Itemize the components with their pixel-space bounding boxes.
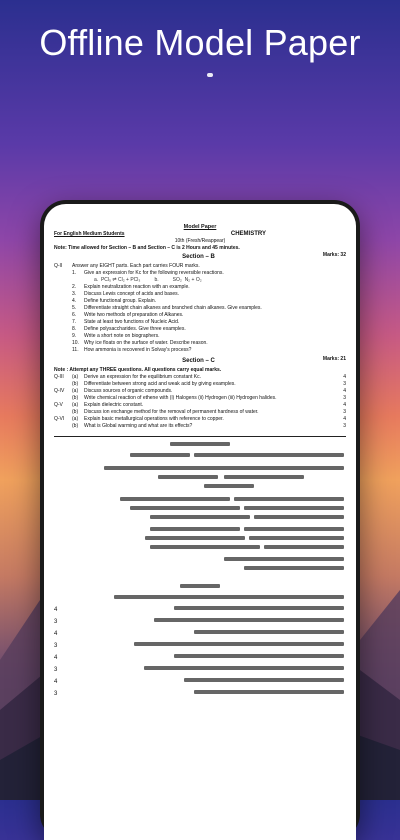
urdu-text-line xyxy=(184,678,344,682)
question-marks: 3 xyxy=(343,381,346,387)
question-number xyxy=(54,423,72,430)
page-indicator-dot[interactable] xyxy=(207,73,213,77)
question-marks: 3 xyxy=(343,423,346,429)
question-number: Q-IV xyxy=(54,388,65,394)
item-number: 1. xyxy=(72,270,77,276)
item-text: State at least two functions of Nucleic Acid. xyxy=(84,319,180,325)
question-number: Q-V xyxy=(54,402,63,408)
section-b-item xyxy=(54,347,346,354)
item-text: Differentiate straight chain alkanes and branched chain alkanes. Give examples. xyxy=(84,305,262,311)
item-number: 4. xyxy=(72,298,77,304)
urdu-question-row xyxy=(54,606,346,615)
paper-class: 10th (Fresh/Reappear) xyxy=(174,238,226,244)
reaction-formulas: a. PCl₅ ⇌ Cl₂ + PCl₃ b. SO₂ N₂ + O₂ xyxy=(94,277,202,283)
paper-title: Model Paper xyxy=(183,224,217,230)
section-c-note: Note : Attempt any THREE questions. All questions carry equal marks. xyxy=(54,367,222,373)
paper-audience: For English Medium Students xyxy=(54,231,125,237)
section-b-item xyxy=(54,340,346,347)
item-text: Write two methods of preparation of Alkanes. xyxy=(84,312,184,318)
section-b-item xyxy=(54,305,346,312)
question-text: Differentiate between strong acid and weak acid by giving examples. xyxy=(84,381,236,387)
urdu-question-marks: 3 xyxy=(54,643,58,649)
section-c-list xyxy=(54,374,346,430)
question-marks: 4 xyxy=(343,374,346,380)
urdu-question-row xyxy=(54,642,346,651)
question-text: Explain dielectric constant. xyxy=(84,402,144,408)
urdu-question-marks: 4 xyxy=(54,607,58,613)
item-number: 7. xyxy=(72,319,77,325)
section-c-item xyxy=(54,374,346,381)
section-c-item xyxy=(54,395,346,402)
urdu-question-marks: 4 xyxy=(54,631,58,637)
urdu-question-marks: 3 xyxy=(54,619,58,625)
section-b-marks: Marks: 32 xyxy=(322,252,346,258)
item-text: Write a short note on biographers. xyxy=(84,333,160,339)
urdu-text-line xyxy=(134,642,344,646)
part-label: (a) xyxy=(72,416,79,422)
section-b-item xyxy=(54,312,346,319)
item-number: 2. xyxy=(72,284,77,290)
part-label: (a) xyxy=(72,388,79,394)
part-label: (a) xyxy=(72,402,79,408)
section-b-item xyxy=(54,298,346,305)
question-text: Write chemical reaction of ethene with (i) Halogens (ii) Hydrogen (iii) Hydrogen halides. xyxy=(84,395,277,401)
question-text: Discuss sources of organic compounds. xyxy=(84,388,173,394)
part-label: (a) xyxy=(72,374,79,380)
part-label: (b) xyxy=(72,381,79,387)
question-marks: 4 xyxy=(343,416,346,422)
item-number: 11. xyxy=(72,347,79,353)
model-paper-document xyxy=(44,204,356,699)
headline-title: Offline Model Paper xyxy=(39,22,361,63)
section-c-item xyxy=(54,416,346,423)
urdu-text-line xyxy=(144,666,344,670)
item-number: 6. xyxy=(72,312,77,318)
section-b-item xyxy=(54,284,346,291)
phone-screen xyxy=(44,204,356,840)
paper-note: Note: Time allowed for Section – B and Section – C is 2 Hours and 45 minutes. xyxy=(54,245,240,251)
question-text: Discuss ion exchange method for the removal of permanent hardness of water. xyxy=(84,409,259,415)
urdu-text-line xyxy=(174,654,344,658)
urdu-question-row xyxy=(54,690,346,699)
urdu-text-line xyxy=(174,606,344,610)
section-b-item xyxy=(54,333,346,340)
urdu-question-row xyxy=(54,666,346,675)
item-number: 10. xyxy=(72,340,79,346)
question-number xyxy=(54,381,72,388)
question-marks: 4 xyxy=(343,388,346,394)
section-b-item xyxy=(54,270,346,277)
question-marks: 3 xyxy=(343,409,346,415)
urdu-section-c xyxy=(54,582,346,699)
section-b-intro: Answer any EIGHT parts. Each part carries FOUR marks. xyxy=(72,263,200,269)
item-number: 8. xyxy=(72,326,77,332)
item-text: Give an expression for Kc for the following reversible reactions. xyxy=(84,270,224,276)
question-number: Q-III xyxy=(54,374,64,380)
question-marks: 4 xyxy=(343,402,346,408)
urdu-question-marks: 4 xyxy=(54,655,58,661)
item-number: 9. xyxy=(72,333,77,339)
section-c-item xyxy=(54,381,346,388)
urdu-question-row xyxy=(54,618,346,627)
question-text: What is Global warming and what are its effects? xyxy=(84,423,193,429)
question-number xyxy=(54,395,72,402)
section-c-title: Section – C xyxy=(182,358,215,364)
section-b-question-number: Q-II xyxy=(54,263,63,269)
phone-mockup xyxy=(40,200,360,840)
urdu-text-line xyxy=(194,690,344,694)
urdu-question-marks: 3 xyxy=(54,691,58,697)
section-c-item xyxy=(54,423,346,430)
divider xyxy=(54,436,346,437)
urdu-question-row xyxy=(54,678,346,687)
item-text: Explain neutralization reaction with an example. xyxy=(84,284,190,290)
part-label: (b) xyxy=(72,395,79,401)
urdu-text-line xyxy=(154,618,344,622)
section-c-item xyxy=(54,388,346,395)
item-text: Why ice floats on the surface of water. Describe reason. xyxy=(84,340,208,346)
question-text: Derive an expression for the equilibrium constant Kc. xyxy=(84,374,202,380)
urdu-question-marks: 3 xyxy=(54,667,58,673)
item-text: Define polysaccharides. Give three examples. xyxy=(84,326,186,332)
paper-subject: CHEMISTRY xyxy=(230,231,266,237)
item-text: Discuss Lewis concept of acids and bases. xyxy=(84,291,180,297)
question-marks: 3 xyxy=(343,395,346,401)
question-number: Q-VI xyxy=(54,416,65,422)
item-text: Define functional group. Explain. xyxy=(84,298,156,304)
question-number xyxy=(54,409,72,416)
section-c-marks: Marks: 21 xyxy=(322,356,346,362)
part-label: (b) xyxy=(72,409,79,415)
section-c-item xyxy=(54,409,346,416)
urdu-section-b xyxy=(54,440,346,574)
section-b-list xyxy=(54,270,346,354)
question-text: Explain basic metallurgical operations with reference to copper. xyxy=(84,416,224,422)
urdu-question-rows xyxy=(54,606,346,699)
urdu-section-heading xyxy=(54,440,346,449)
urdu-question-row xyxy=(54,654,346,663)
section-b-item xyxy=(54,291,346,298)
urdu-question-row xyxy=(54,630,346,639)
urdu-question-marks: 4 xyxy=(54,679,58,685)
section-b-item xyxy=(54,326,346,333)
item-number: 5. xyxy=(72,305,77,311)
item-text: How ammonia is recovered in Solvay's process? xyxy=(84,347,192,353)
section-b-title: Section – B xyxy=(182,254,215,260)
part-label: (b) xyxy=(72,423,79,429)
section-b-item xyxy=(54,319,346,326)
urdu-text-line xyxy=(194,630,344,634)
item-number: 3. xyxy=(72,291,77,297)
section-c-item xyxy=(54,402,346,409)
